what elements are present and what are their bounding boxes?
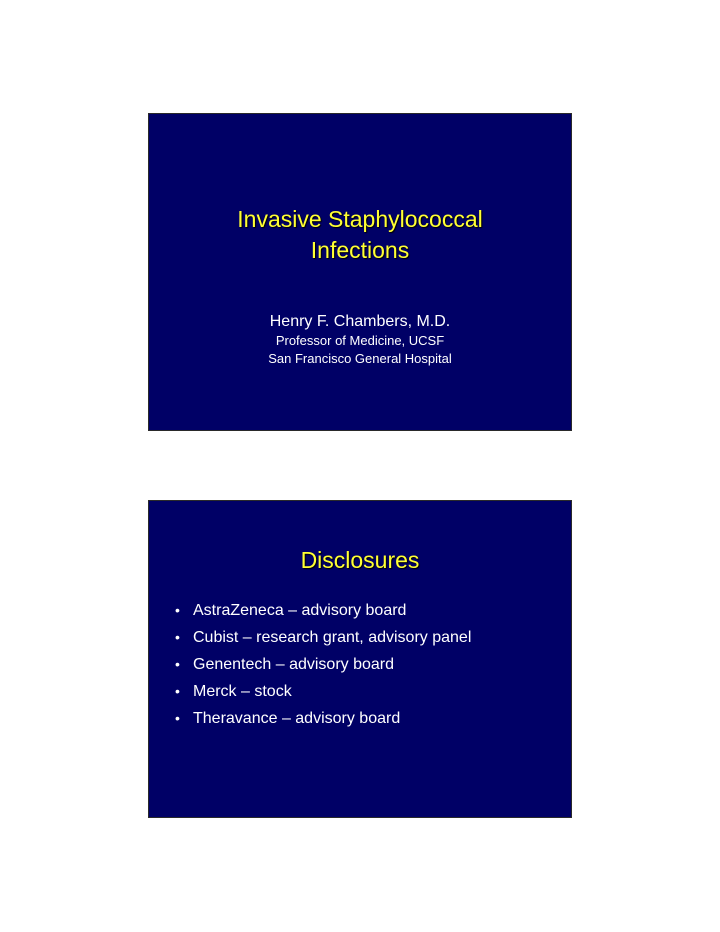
disclosure-text: AstraZeneca – advisory board	[193, 602, 407, 619]
disclosure-text: Merck – stock	[193, 683, 292, 700]
bullet-icon: •	[175, 710, 180, 726]
author-block	[149, 312, 571, 368]
slide-1-title	[149, 204, 571, 266]
slide-disclosures	[148, 500, 572, 818]
disclosure-item	[175, 678, 471, 705]
bullet-icon: •	[175, 602, 180, 618]
disclosure-item	[175, 624, 471, 651]
bullet-icon: •	[175, 629, 180, 645]
author-name: Henry F. Chambers, M.D.	[269, 313, 451, 330]
author-affiliation-1: Professor of Medicine, UCSF	[275, 333, 445, 348]
slide-1-title-line-2: Infections	[310, 237, 410, 263]
disclosure-list	[175, 597, 471, 732]
author-affiliation-2: San Francisco General Hospital	[268, 351, 452, 366]
disclosure-item	[175, 597, 471, 624]
slide-title	[148, 113, 572, 431]
bullet-icon: •	[175, 683, 180, 699]
disclosure-text: Cubist – research grant, advisory panel	[193, 629, 472, 646]
disclosure-text: Theravance – advisory board	[193, 710, 401, 727]
bullet-icon: •	[175, 656, 180, 672]
disclosure-item	[175, 705, 471, 732]
slide-2-title: Disclosures	[300, 547, 420, 573]
slide-1-title-line-1: Invasive Staphylococcal	[237, 206, 483, 232]
disclosure-text: Genentech – advisory board	[193, 656, 395, 673]
disclosure-item	[175, 651, 471, 678]
